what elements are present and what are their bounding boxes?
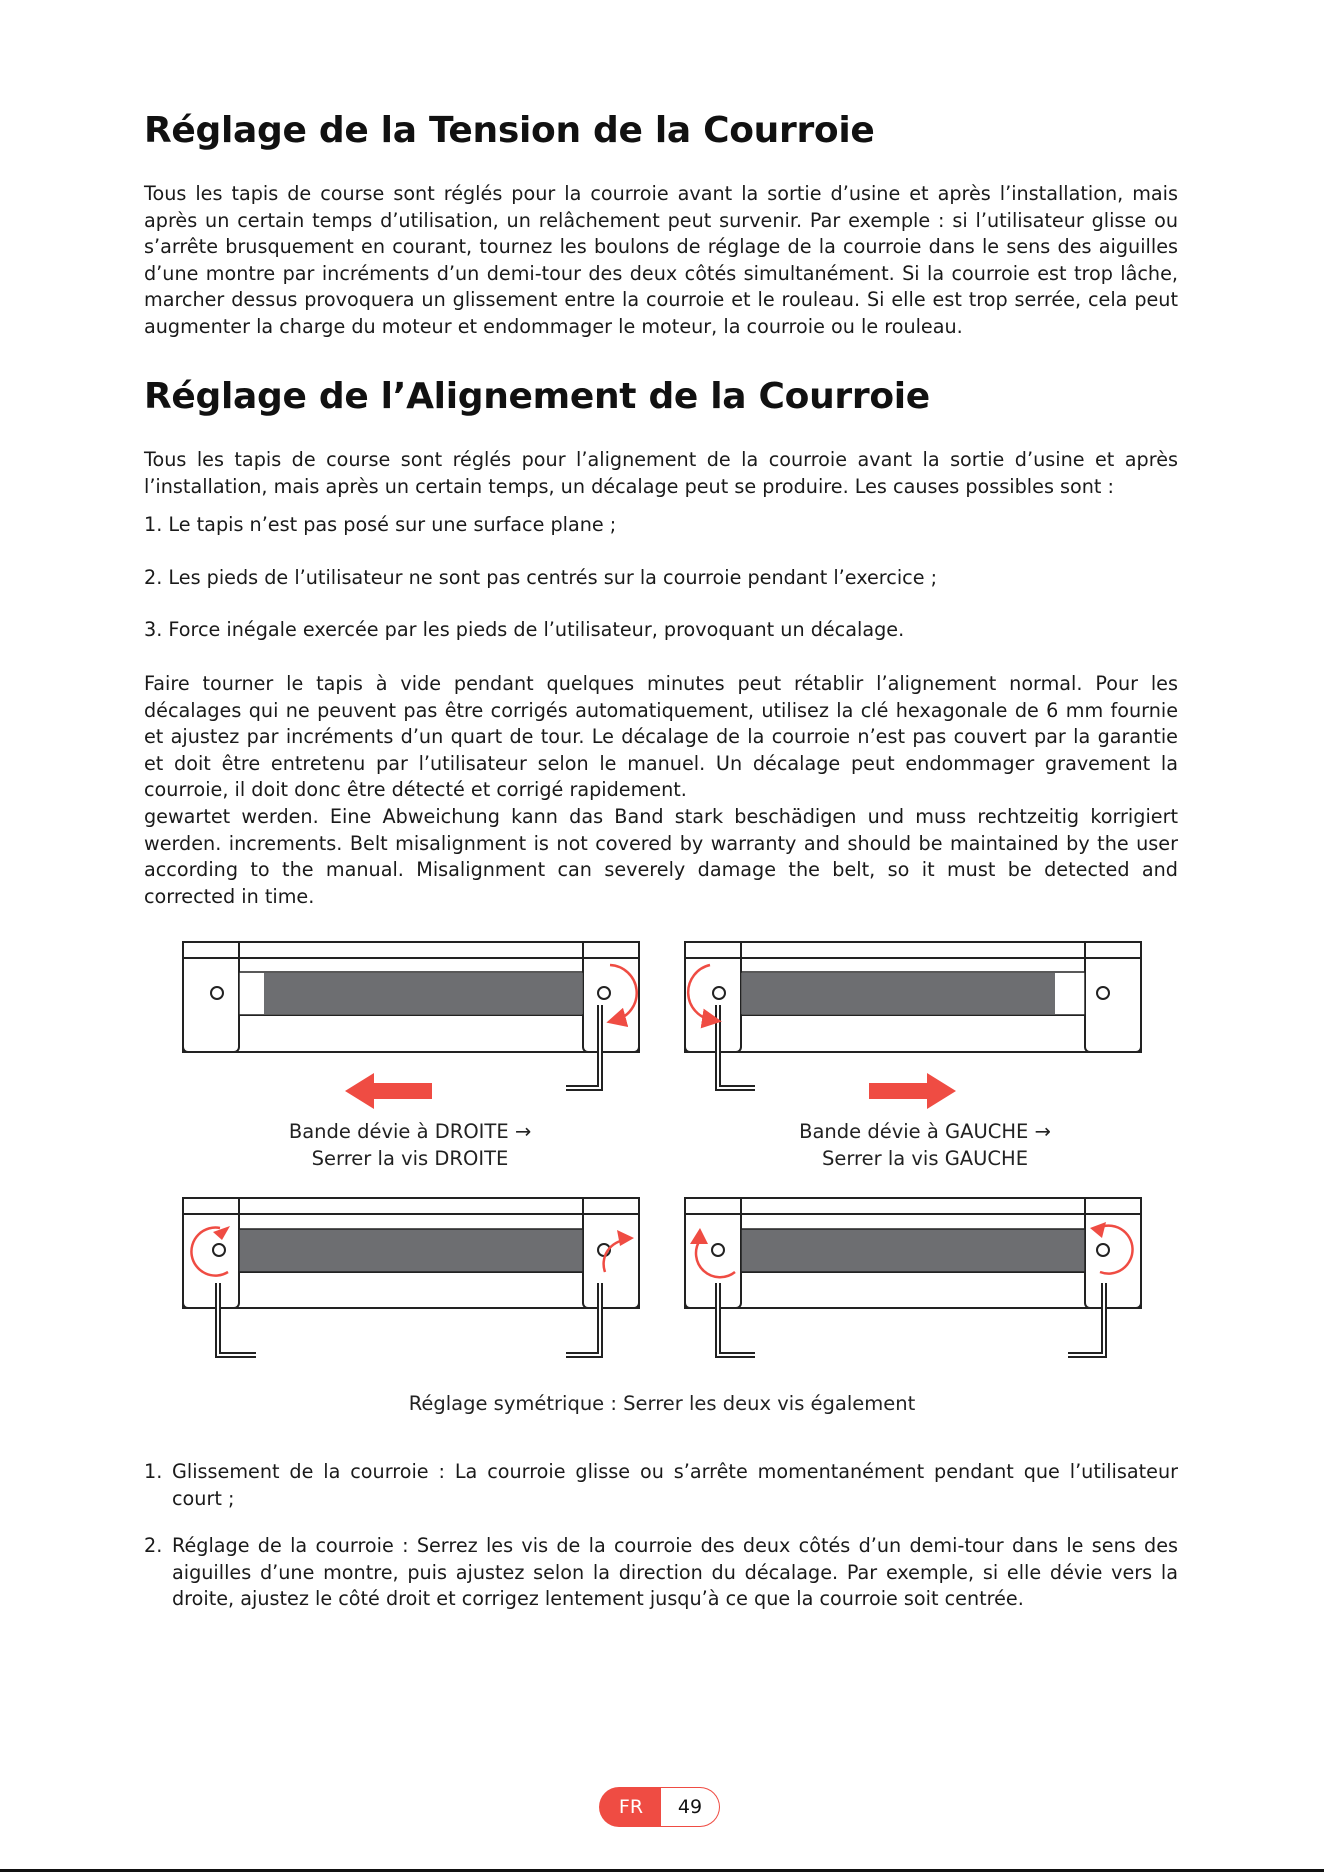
cause-item: 2. Les pieds de l’utilisateur ne sont pas centrés sur la courroie pendant l’exercice ; <box>144 566 938 589</box>
treadmill-panel-left-deviation <box>685 942 1141 1088</box>
screw-icon <box>598 987 610 999</box>
alignment-intro: Tous les tapis de course sont réglés pour l’alignement de la courroie avant la sortie d’usine et après l’installation, mais après un certain temps, un décalage peut se produire. Les causes possibles sont : <box>144 448 1178 498</box>
step-item <box>144 1533 1178 1613</box>
treadmill-panel-symmetric-1 <box>183 1198 639 1355</box>
screw-icon <box>713 987 725 999</box>
caption-right-deviation <box>250 1118 570 1172</box>
arrow-right-icon <box>869 1073 956 1109</box>
cause-item: 1. Le tapis n’est pas posé sur une surface plane ; <box>144 513 617 536</box>
treadmill-panel-symmetric-2 <box>685 1198 1141 1355</box>
section-title-alignment: Réglage de l’Alignement de la Courroie <box>144 376 930 417</box>
step-item <box>144 1459 1178 1512</box>
alignment-paragraph-mixed: gewartet werden. Eine Abweichung kann das Band stark beschädigen und muss rechtzeitig korrigiert werden. increments. Belt misalignment is not covered by warranty and should be maintained by the user according to the manual. Misalignment can severely damage the belt, so it must be detected and corrected in time. <box>144 805 1178 908</box>
caption-left-deviation <box>760 1118 1090 1172</box>
treadmill-panel-right-deviation <box>183 942 639 1088</box>
arrow-left-icon <box>345 1073 432 1109</box>
caption-line: Bande dévie à GAUCHE → <box>799 1120 1051 1143</box>
section-title-tension: Réglage de la Tension de la Courroie <box>144 110 875 151</box>
screw-icon <box>211 987 223 999</box>
step-text: Glissement de la courroie : La courroie glisse ou s’arrête momentanément pendant que l’utilisateur court ; <box>172 1460 1178 1510</box>
language-label: FR <box>599 1787 663 1827</box>
step-number: 1. <box>144 1460 163 1483</box>
screw-icon <box>712 1244 724 1256</box>
page-number: 49 <box>661 1787 720 1827</box>
cause-item: 3. Force inégale exercée par les pieds de l’utilisateur, provoquant un décalage. <box>144 618 905 641</box>
alignment-paragraph-fr: Faire tourner le tapis à vide pendant quelques minutes peut rétablir l’alignement normal. Pour les décalages qui ne peuvent pas être corrigés automatiquement, utilisez la clé hexagonale de 6 mm fournie et ajustez par incréments d’un quart de tour. Le décalage de la courroie n’est pas couvert par la garantie et doit être entretenu par l’utilisateur selon le manuel. Un décalage peut endommager gravement la courroie, il doit donc être détecté et corrigé rapidement. <box>144 672 1178 802</box>
tension-paragraph: Tous les tapis de course sont réglés pour la courroie avant la sortie d’usine et après l’installation, mais après un certain temps d’utilisation, un relâchement peut survenir. Par exemple : si l’utilisateur glisse ou s’arrête brusquement en courant, tournez les boulons de réglage de la courroie dans le sens des aiguilles d’une montre par incréments d’un demi-tour des deux côtés simultanément. Si la courroie est trop lâche, marcher dessus provoquera un glissement entre la courroie et le rouleau. Si elle est trop serrée, cela peut augmenter la charge du moteur et endommager le moteur, la courroie ou le rouleau. <box>144 182 1178 338</box>
caption-symmetric: Réglage symétrique : Serrer les deux vis également <box>408 1392 916 1415</box>
screw-icon <box>213 1244 225 1256</box>
screw-icon <box>1097 987 1109 999</box>
page-number-badge <box>599 1787 723 1827</box>
step-text: Réglage de la courroie : Serrez les vis de la courroie des deux côtés d’un demi-tour dans le sens des aiguilles d’une montre, puis ajustez selon la direction du décalage. Par exemple, si elle dévie vers la droite, ajustez le côté droit et corrigez lentement jusqu’à ce que la courroie soit centrée. <box>172 1534 1178 1611</box>
step-number: 2. <box>144 1534 163 1557</box>
caption-line: Bande dévie à DROITE → <box>288 1120 532 1143</box>
caption-line: Serrer la vis DROITE <box>311 1147 509 1170</box>
caption-line: Serrer la vis GAUCHE <box>821 1147 1029 1170</box>
screw-icon <box>1097 1244 1109 1256</box>
